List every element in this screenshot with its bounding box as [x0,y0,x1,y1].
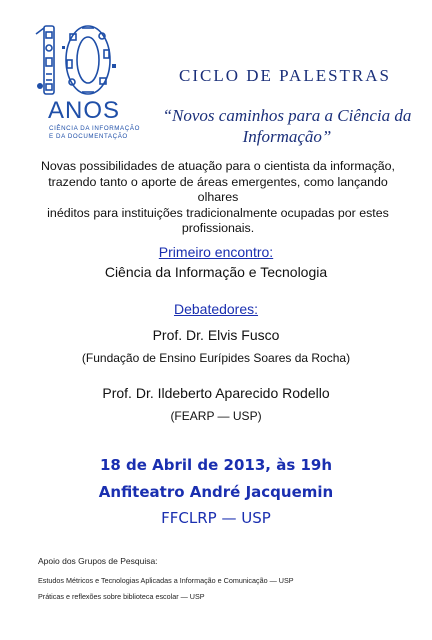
meeting-label: Primeiro encontro: [158,244,274,260]
series-title: CICLO DE PALESTRAS [178,66,391,85]
event-place: FFCLRP — USP [161,509,271,527]
debater-affiliation: (Fundação de Ensino Eurípides Soares da Rocha) [81,351,351,365]
description-line4: profissionais. [181,221,255,235]
debater-affiliation: (FEARP — USP) [170,409,262,423]
description [28,159,408,237]
logo-subtitle-line1: CIÊNCIA DA INFORMAÇÃO [49,125,140,132]
logo-word: ANOS [48,97,121,124]
event-venue: Anfiteatro André Jacquemin [98,483,334,501]
description-line1: Novas possibilidades de atuação para o cientista da informação, [40,159,396,173]
debater-name: Prof. Dr. Ildeberto Aparecido Rodello [102,385,330,401]
meeting-topic: Ciência da Informação e Tecnologia [104,264,328,280]
talk-title-line1: “Novos caminhos para a Ciência da [162,106,412,125]
talk-title-line2: Informação” [242,127,332,146]
support-group: Práticas e reflexões sobre biblioteca escolar — USP [38,592,205,601]
description-line3: inéditos para instituições tradicionalmente ocupadas por estes [47,205,389,220]
support-heading: Apoio dos Grupos de Pesquisa: [38,556,158,566]
description-line2: trazendo tanto o aporte de áreas emergentes, como lançando olhares [48,174,388,204]
event-datetime: 18 de Abril de 2013, às 19h [99,456,333,474]
anniversary-logo [22,20,140,145]
debaters-label: Debatedores: [173,301,259,317]
logo-subtitle-line2: E DA DOCUMENTAÇÃO [49,133,128,140]
support-group: Estudos Métricos e Tecnologias Aplicadas a Informação e Comunicação — USP [38,576,294,585]
talk-title [142,105,432,147]
ten-numeral-icon [22,20,134,100]
debater-name: Prof. Dr. Elvis Fusco [152,327,280,343]
